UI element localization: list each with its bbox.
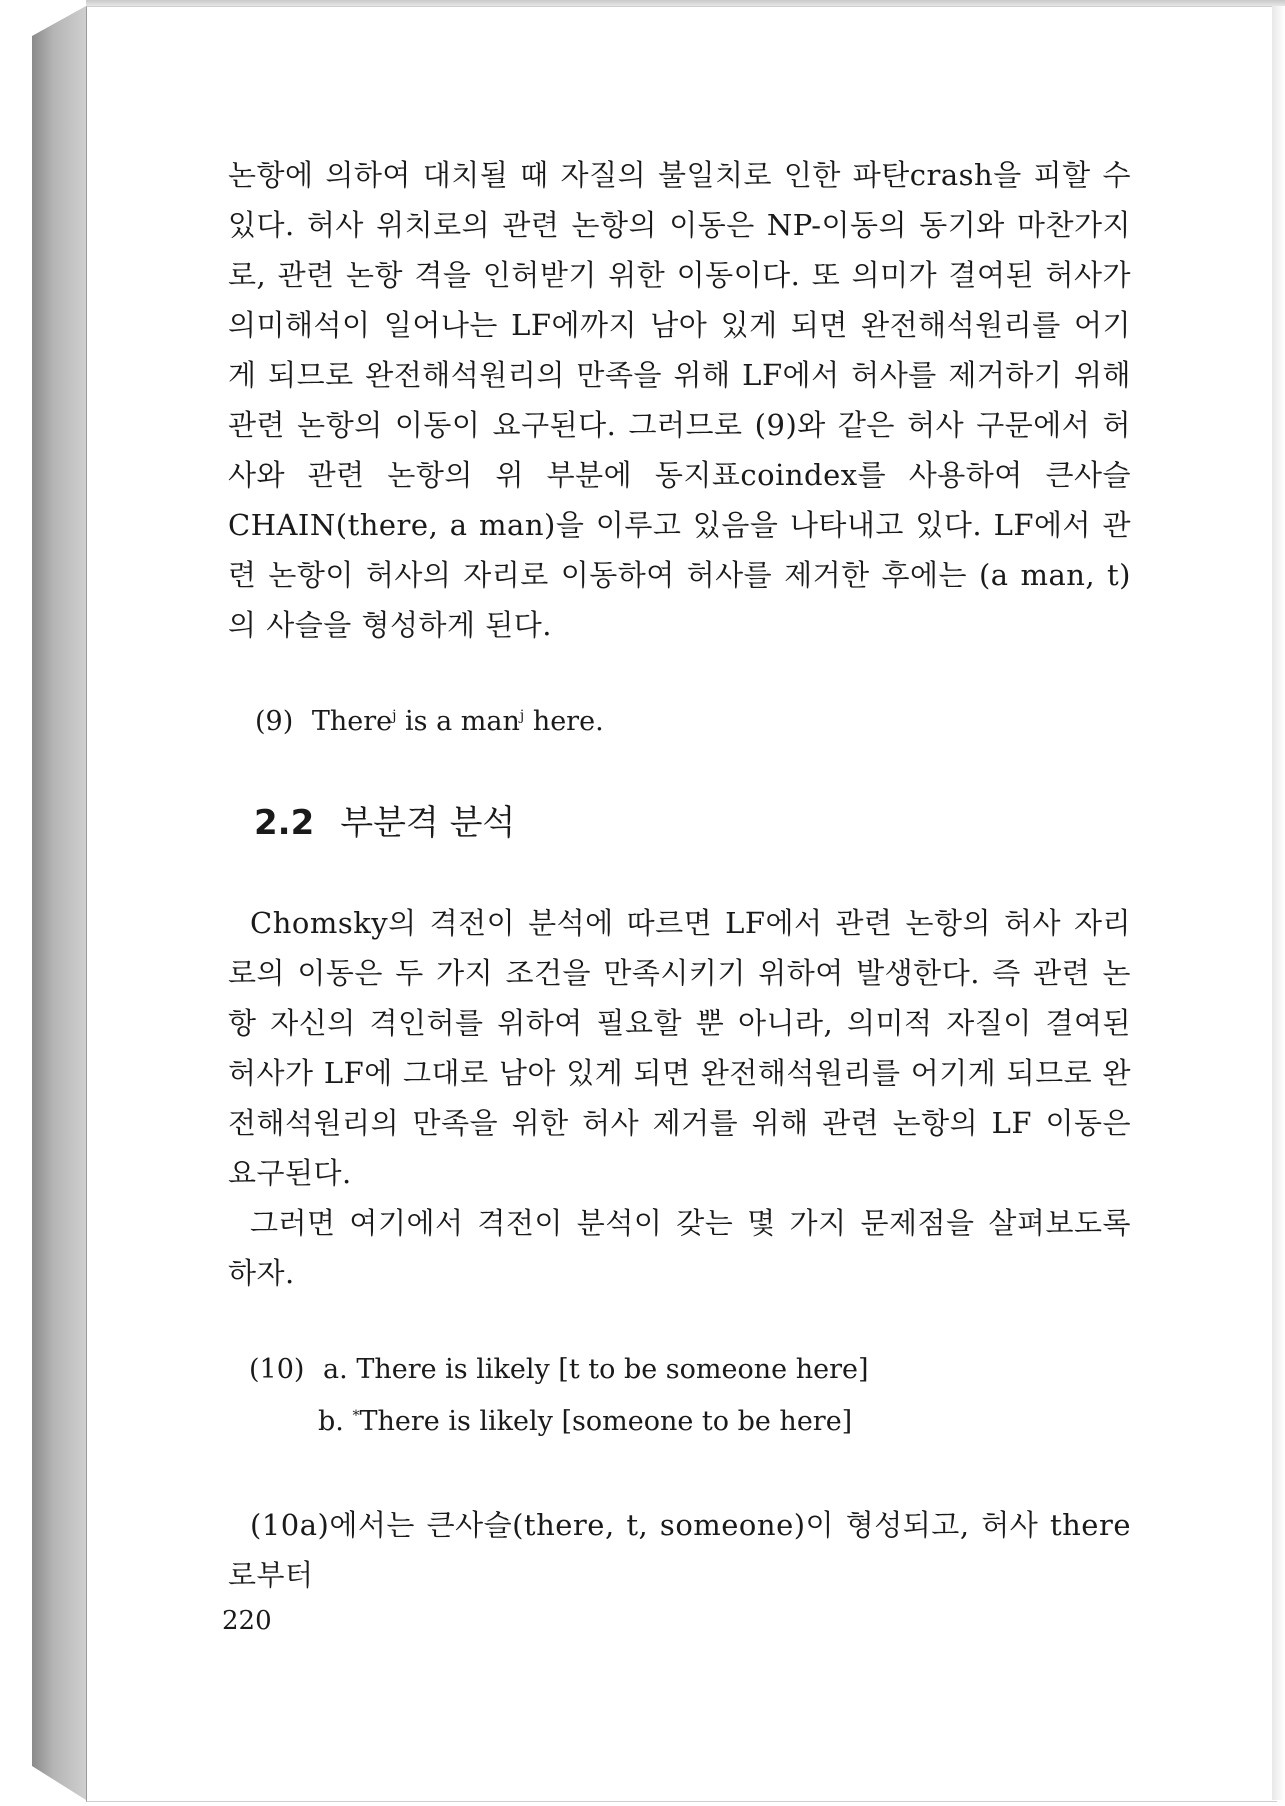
example-10a xyxy=(249,1350,869,1390)
example-9-middle: is a xyxy=(396,706,461,737)
paragraph-2: Chomsky의 격전이 분석에 따르면 LF에서 관련 논항의 허사 자리로의 이동은 두 가지 조건을 만족시키기 위하여 발생한다. 즉 관련 논항 자신의 격인허를 위하여 필요할 뿐 아니라, 의미적 자질이 결여된 허사가 LF에 그대로 남아 있게 되면 완전해석원리를 어기게 되므로 완전해석원리의 만족을 위한 허사 제거를 위해 관련 논항의 LF 이동은 요구된다. xyxy=(228,906,1131,1190)
example-10a-label: a. xyxy=(323,1354,348,1385)
example-9-number: (9) xyxy=(255,706,294,737)
section-title: 부분격 분석 xyxy=(340,803,516,843)
example-9-index-there: j xyxy=(392,708,397,724)
example-10b-text: There is likely [someone to be here] xyxy=(359,1406,853,1437)
example-9-word-there: There xyxy=(311,706,393,737)
paragraph-1: 논항에 의하여 대치될 때 자질의 불일치로 인한 파탄crash을 피할 수 있다. 허사 위치로의 관련 논항의 이동은 NP-이동의 동기와 마찬가지로, 관련 논항 격을 인허받기 위한 이동이다. 또 의미가 결여된 허사가 의미해석이 일어나는 LF에까지 남아 있게 되면 완전해석원리를 어기게 되므로 완전해석원리의 만족을 위해 LF에서 허사를 제거하기 위해 관련 논항의 이동이 요구된다. 그러므로 (9)와 같은 허사 구문에서 허사와 관련 논항의 위 부분에 동지표coindex를 사용하여 큰사슬 CHAIN(there, a man)을 이루고 있음을 나타내고 있다. LF에서 관련 논항이 허사의 자리로 이동하여 허사를 제거한 후에는 (a man, t)의 사슬을 형성하게 된다. xyxy=(228,158,1131,642)
book-spine-edge xyxy=(32,6,86,1800)
example-9 xyxy=(255,702,604,742)
example-9-end: here. xyxy=(524,706,604,737)
example-10a-text: There is likely [t to be someone here] xyxy=(356,1354,869,1385)
page-content-top xyxy=(228,150,1131,650)
example-10b-label: b. xyxy=(318,1406,344,1437)
page-content-bottom xyxy=(228,1500,1131,1600)
section-heading xyxy=(254,795,515,844)
example-9-word-man: man xyxy=(460,706,520,737)
page-right-shadow xyxy=(1272,6,1285,1800)
page-number: 220 xyxy=(222,1606,272,1636)
section-number: 2.2 xyxy=(254,803,315,843)
paragraph-4: (10a)에서는 큰사슬(there, t, someone)이 형성되고, 허사 there로부터 xyxy=(228,1508,1131,1592)
example-10b-star: * xyxy=(352,1408,360,1424)
example-10b xyxy=(318,1402,852,1442)
paragraph-3: 그러면 여기에서 격전이 분석이 갖는 몇 가지 문제점을 살펴보도록 하자. xyxy=(228,1206,1131,1290)
example-10-number: (10) xyxy=(249,1354,305,1385)
page-content-middle xyxy=(228,898,1131,1298)
example-9-index-man: j xyxy=(519,708,525,724)
